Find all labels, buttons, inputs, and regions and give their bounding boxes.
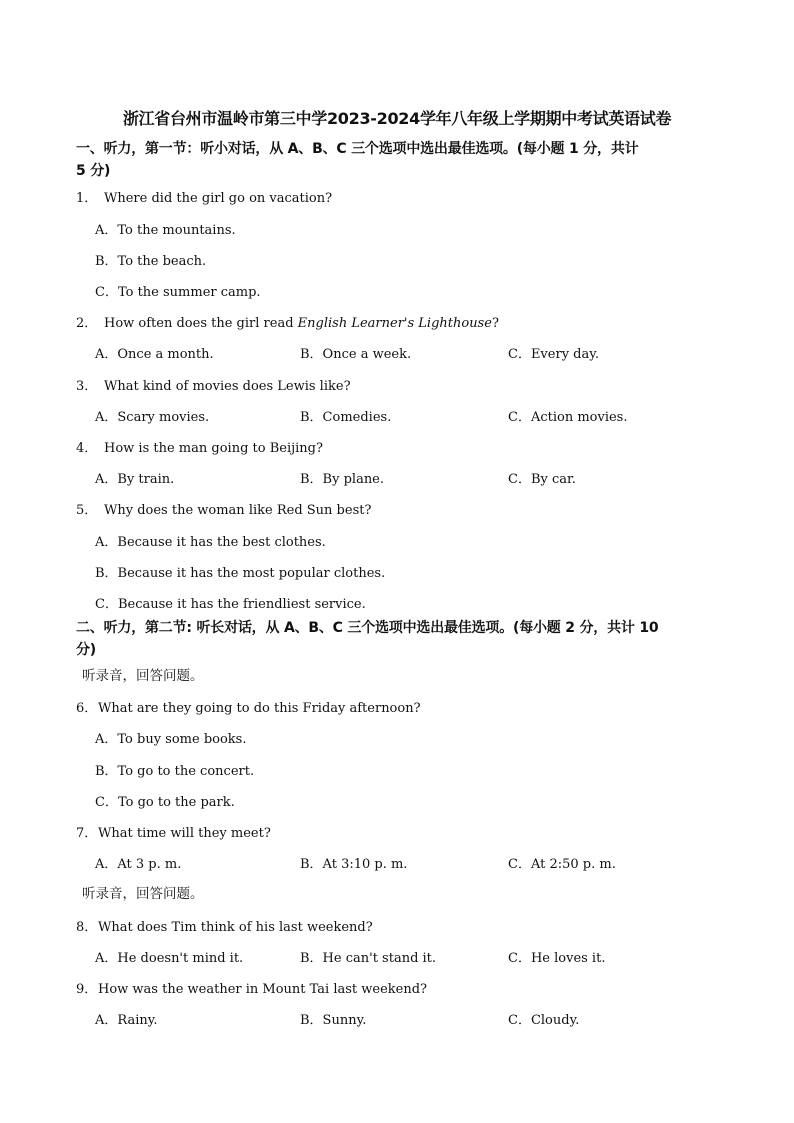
question-5-option-a: A．Because it has the best clothes. (95, 535, 326, 550)
question-text: Why does the woman like Red Sun best? (104, 503, 372, 518)
listening-instruction: 听录音，回答问题。 (82, 668, 204, 684)
section-1-heading-line1: 一、听力，第一节：听小对话，从 A、B、C 三个选项中选出最佳选项。(每小题 1 分，共计 (76, 141, 639, 157)
question-3-option-a: A．Scary movies. (95, 410, 210, 425)
listening-instruction-2: 听录音，回答问题。 (82, 886, 204, 902)
question-6-option-c: C．To go to the park. (95, 795, 235, 810)
question-number: 7． (76, 826, 98, 841)
question-text: How is the man going to Beijing? (104, 441, 323, 456)
question-3-option-b: B．Comedies. (300, 410, 392, 425)
question-1-option-a: A．To the mountains. (95, 223, 236, 238)
section-2-heading (76, 617, 720, 661)
page-title: 浙江省台州市温岭市第三中学2023-2024学年八年级上学期期中考试英语试卷 (122, 109, 672, 128)
question-number: 8． (76, 920, 98, 935)
question-2-option-b: B．Once a week. (300, 347, 412, 362)
question-4-option-b: B．By plane. (300, 472, 385, 487)
question-3 (76, 375, 351, 394)
question-text: How was the weather in Mount Tai last weekend? (98, 982, 428, 997)
question-1-option-c: C．To the summer camp. (95, 285, 261, 300)
question-number: 3． (76, 379, 98, 394)
question-6 (76, 697, 421, 716)
question-8-option-b: B．He can't stand it. (300, 951, 437, 966)
question-number: 5． (76, 503, 98, 518)
question-text: What does Tim think of his last weekend? (98, 920, 373, 935)
question-4 (76, 437, 323, 456)
question-number: 1． (76, 191, 98, 206)
question-8 (76, 916, 373, 935)
question-number: 9． (76, 982, 98, 997)
question-7-option-a: A．At 3 p. m. (95, 857, 182, 872)
question-4-option-a: A．By train. (95, 472, 175, 487)
question-2-option-c: C．Every day. (508, 347, 599, 362)
question-2-option-a: A．Once a month. (95, 347, 214, 362)
question-number: 2． (76, 316, 98, 331)
question-text-end: ? (491, 316, 499, 331)
question-number: 4． (76, 441, 98, 456)
question-5-option-c: C．Because it has the friendliest service. (95, 597, 366, 612)
question-text: How often does the girl read (104, 316, 298, 331)
question-1-option-b: B．To the beach. (95, 254, 207, 269)
question-text: What kind of movies does Lewis like? (104, 379, 351, 394)
question-9-option-c: C．Cloudy. (508, 1013, 580, 1028)
question-6-option-a: A．To buy some books. (95, 732, 247, 747)
question-2 (76, 312, 499, 331)
question-3-option-c: C．Action movies. (508, 410, 628, 425)
question-9-option-b: B．Sunny. (300, 1013, 367, 1028)
question-4-option-c: C．By car. (508, 472, 576, 487)
question-7-option-c: C．At 2:50 p. m. (508, 857, 616, 872)
section-1-heading (76, 138, 720, 182)
question-7 (76, 822, 271, 841)
section-2-heading-line1: 二、听力，第二节: 听长对话，从 A、B、C 三个选项中选出最佳选项。(每小题 2 分，共计 10 (76, 620, 659, 636)
question-text: Where did the girl go on vacation? (104, 191, 333, 206)
question-text: What are they going to do this Friday afternoon? (98, 701, 421, 716)
question-8-option-c: C．He loves it. (508, 951, 606, 966)
question-5 (76, 499, 371, 518)
question-1 (76, 187, 332, 206)
question-number: 6． (76, 701, 98, 716)
question-5-option-b: B．Because it has the most popular clothes. (95, 566, 386, 581)
magazine-title: English Learner's Lighthouse (297, 316, 492, 331)
question-7-option-b: B．At 3:10 p. m. (300, 857, 408, 872)
section-1-heading-line2: 5 分) (76, 163, 111, 179)
question-9-option-a: A．Rainy. (95, 1013, 158, 1028)
question-9 (76, 978, 427, 997)
section-2-heading-line2: 分) (76, 642, 96, 658)
question-8-option-a: A．He doesn't mind it. (95, 951, 244, 966)
question-6-option-b: B．To go to the concert. (95, 764, 255, 779)
question-text: What time will they meet? (98, 826, 271, 841)
